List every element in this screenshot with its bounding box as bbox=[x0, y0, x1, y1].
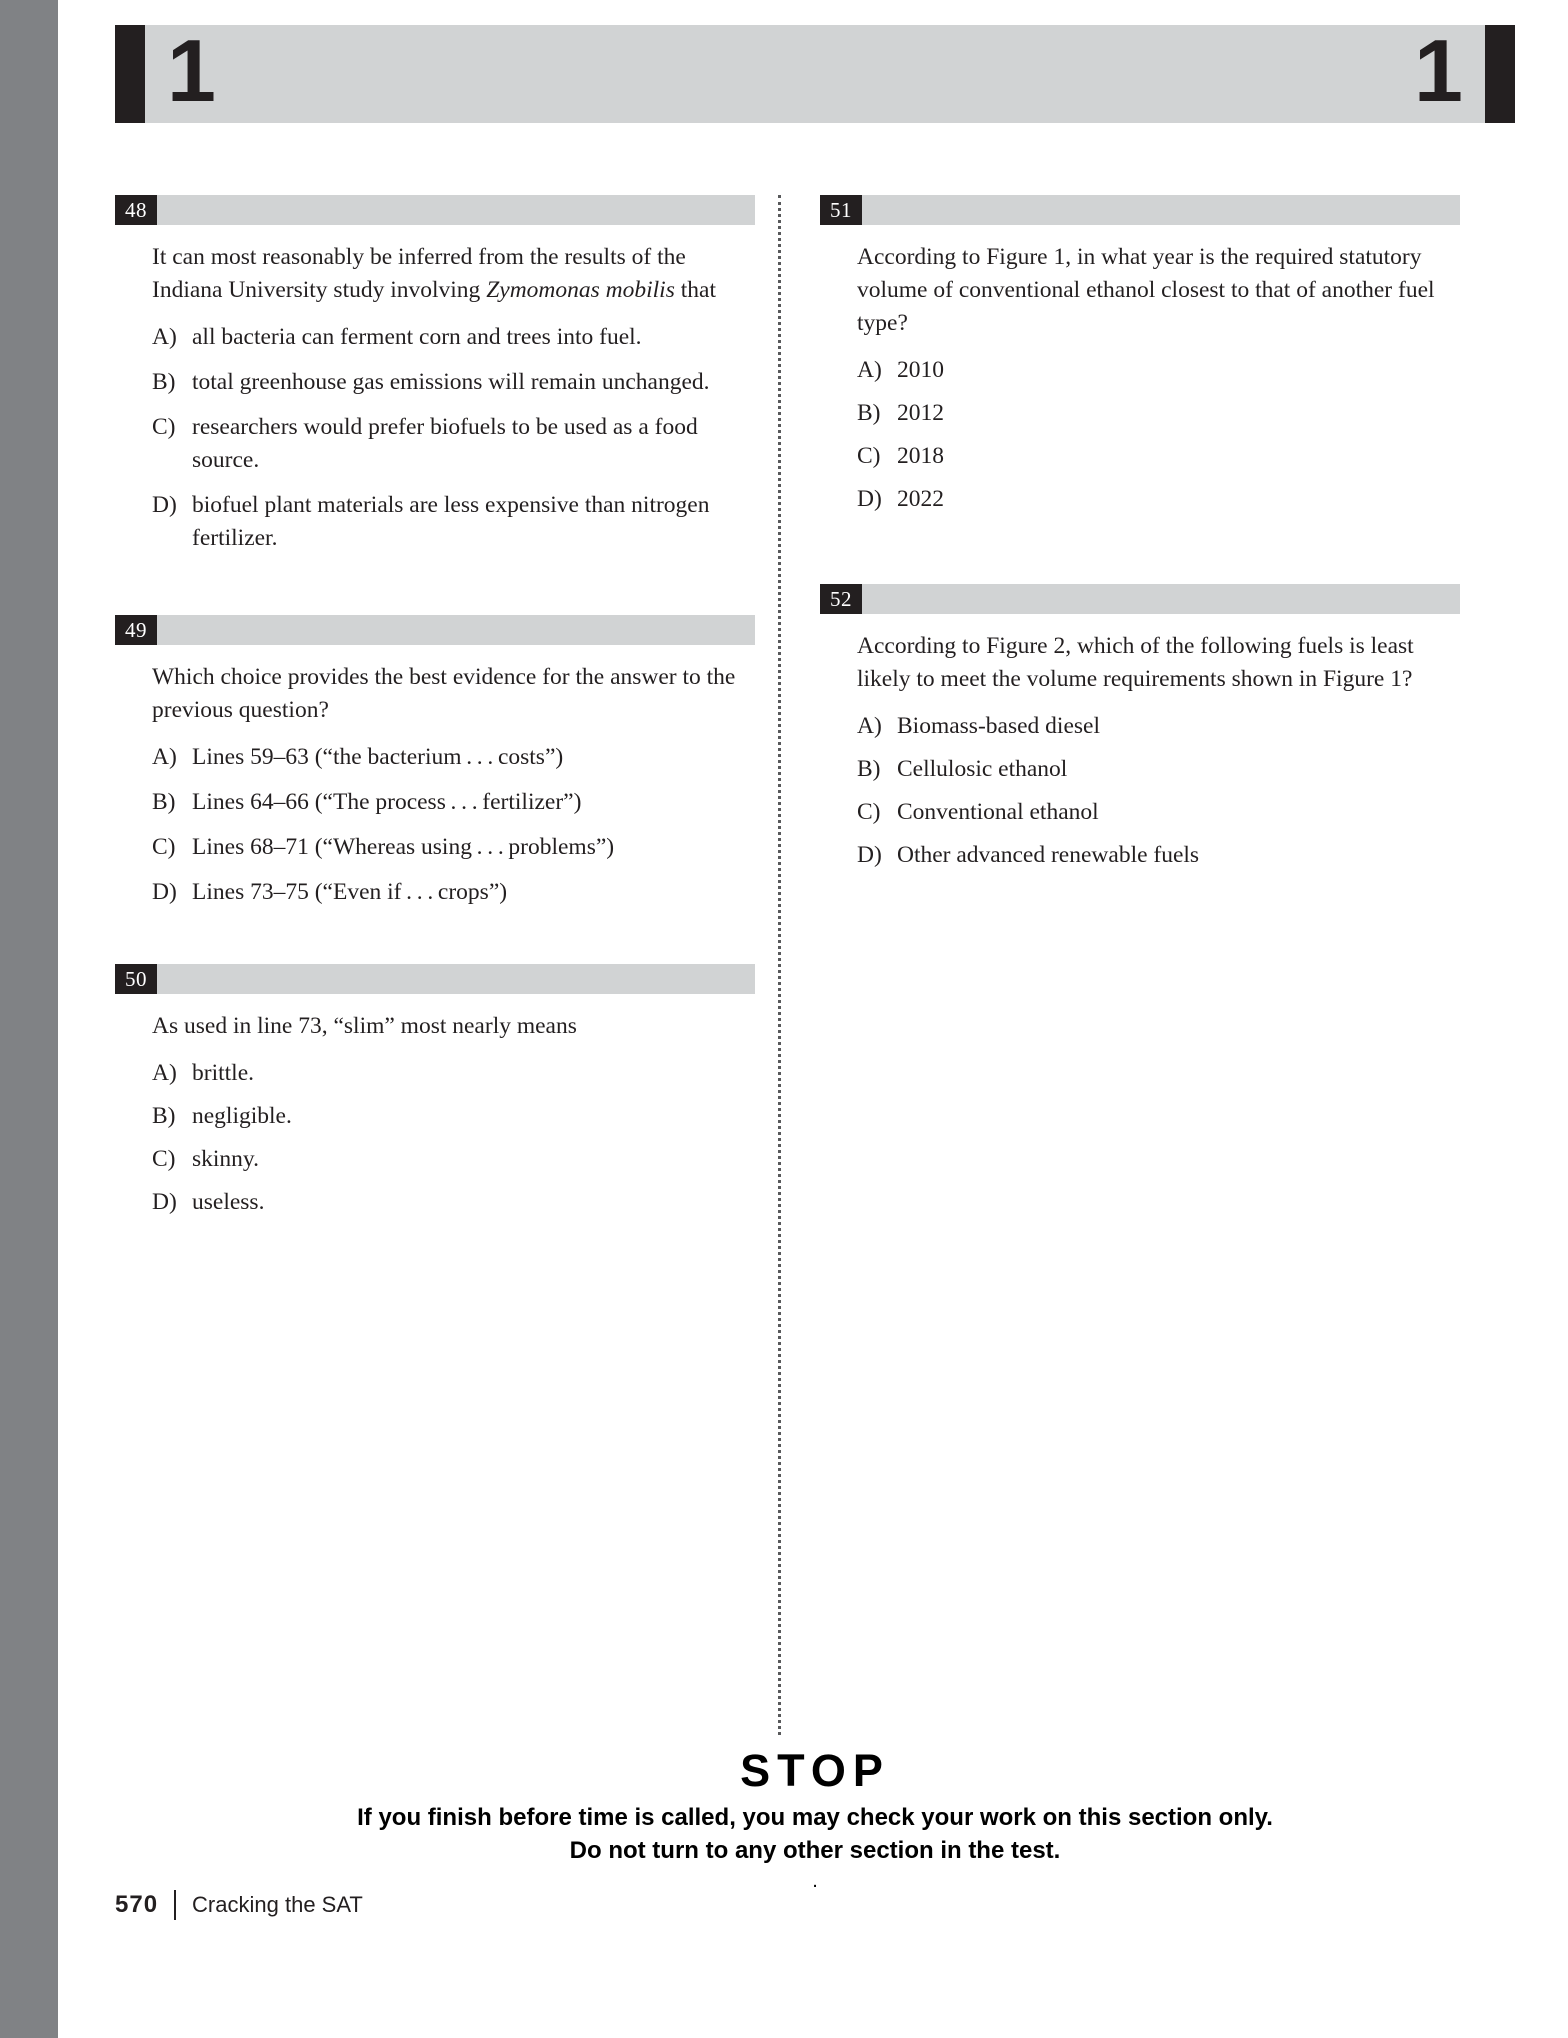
answer-choice-text: Lines 64–66 (“The process . . . fertilizer”) bbox=[192, 789, 582, 815]
question-block-49 bbox=[115, 615, 755, 909]
stop-instruction-line-2: Do not turn to any other section in the test. bbox=[569, 1837, 1061, 1864]
answer-choice-letter: D) bbox=[857, 486, 882, 512]
answer-choice-text: researchers would prefer biofuels to be used as a food source. bbox=[192, 414, 698, 473]
question-bar-fill bbox=[157, 615, 755, 645]
answer-choice-text: Lines 59–63 (“the bacterium . . . costs”) bbox=[192, 744, 564, 770]
answer-choice[interactable] bbox=[152, 366, 755, 399]
question-column-right bbox=[820, 195, 1460, 916]
question-number: 49 bbox=[115, 615, 157, 645]
answer-choice-letter: A) bbox=[152, 744, 177, 770]
answer-choice-text: Biomass-based diesel bbox=[897, 713, 1100, 739]
answer-choice[interactable] bbox=[152, 321, 755, 354]
answer-choice[interactable] bbox=[152, 1057, 755, 1090]
answer-choice-text: brittle. bbox=[192, 1060, 254, 1086]
answer-choice-letter: A) bbox=[857, 713, 882, 739]
left-gutter-bar bbox=[0, 0, 58, 2038]
question-bar-fill bbox=[157, 195, 755, 225]
answer-choice-text: 2022 bbox=[897, 486, 944, 512]
answer-choice-list bbox=[115, 1057, 755, 1219]
question-bar bbox=[820, 584, 1460, 614]
column-divider bbox=[778, 195, 781, 1735]
answer-choice[interactable] bbox=[857, 354, 1460, 387]
question-bar bbox=[820, 195, 1460, 225]
question-number: 48 bbox=[115, 195, 157, 225]
answer-choice-text: Lines 73–75 (“Even if . . . crops”) bbox=[192, 879, 508, 905]
section-number-right: 1 bbox=[1414, 21, 1461, 120]
answer-choice[interactable] bbox=[152, 741, 755, 774]
question-stem: According to Figure 2, which of the following fuels is least likely to meet the volume requirements shown in Figure 1? bbox=[857, 633, 1414, 692]
stop-notice bbox=[115, 1745, 1515, 1893]
answer-choice[interactable] bbox=[857, 397, 1460, 430]
answer-choice-list bbox=[115, 741, 755, 909]
answer-choice-letter: C) bbox=[152, 1146, 176, 1172]
section-number-left: 1 bbox=[167, 21, 214, 120]
question-stem: It can most reasonably be inferred from the results of the Indiana University study involving Zymomonas mobilis that bbox=[152, 244, 716, 303]
answer-choice-text: skinny. bbox=[192, 1146, 260, 1172]
question-block-52 bbox=[820, 584, 1460, 872]
answer-choice-letter: B) bbox=[152, 789, 176, 815]
answer-choice-list bbox=[820, 710, 1460, 872]
answer-choice-letter: B) bbox=[152, 1103, 176, 1129]
answer-choice[interactable] bbox=[152, 411, 755, 477]
question-block-50 bbox=[115, 964, 755, 1219]
answer-choice[interactable] bbox=[857, 440, 1460, 473]
answer-choice-text: useless. bbox=[192, 1189, 265, 1215]
answer-choice[interactable] bbox=[857, 483, 1460, 516]
test-page bbox=[58, 0, 1568, 2038]
stop-trailing-mark: . bbox=[812, 1870, 818, 1892]
answer-choice[interactable] bbox=[152, 876, 755, 909]
question-stem: According to Figure 1, in what year is the required statutory volume of conventional ethanol closest to that of another fuel type? bbox=[857, 244, 1435, 336]
answer-choice-text: 2012 bbox=[897, 400, 944, 426]
question-stem: As used in line 73, “slim” most nearly means bbox=[152, 1013, 577, 1039]
answer-choice-letter: C) bbox=[857, 443, 881, 469]
answer-choice[interactable] bbox=[857, 710, 1460, 743]
question-bar-fill bbox=[157, 964, 755, 994]
answer-choice-letter: C) bbox=[152, 834, 176, 860]
stop-instruction-line-1: If you finish before time is called, you may check your work on this section only. bbox=[357, 1804, 1273, 1831]
answer-choice-letter: C) bbox=[152, 414, 176, 440]
answer-choice-letter: A) bbox=[152, 324, 177, 350]
question-bar bbox=[115, 964, 755, 994]
question-stem-italic-term: Zymomonas mobilis bbox=[486, 277, 675, 303]
answer-choice-text: biofuel plant materials are less expensive than nitrogen fertilizer. bbox=[192, 492, 710, 551]
question-column-left bbox=[115, 195, 755, 1263]
question-stem: Which choice provides the best evidence for the answer to the previous question? bbox=[152, 664, 736, 723]
footer-book-title: Cracking the SAT bbox=[192, 1892, 363, 1917]
answer-choice-text: Cellulosic ethanol bbox=[897, 756, 1068, 782]
answer-choice[interactable] bbox=[152, 1143, 755, 1176]
answer-choice-list bbox=[115, 321, 755, 555]
section-header-body bbox=[145, 21, 1485, 123]
answer-choice-letter: D) bbox=[152, 1189, 177, 1215]
answer-choice-letter: A) bbox=[152, 1060, 177, 1086]
answer-choice[interactable] bbox=[152, 786, 755, 819]
question-bar bbox=[115, 195, 755, 225]
question-block-51 bbox=[820, 195, 1460, 516]
question-bar bbox=[115, 615, 755, 645]
question-bar-fill bbox=[862, 584, 1460, 614]
answer-choice[interactable] bbox=[857, 839, 1460, 872]
answer-choice-text: total greenhouse gas emissions will remain unchanged. bbox=[192, 369, 710, 395]
answer-choice[interactable] bbox=[152, 1100, 755, 1133]
answer-choice-text: Conventional ethanol bbox=[897, 799, 1099, 825]
answer-choice-text: negligible. bbox=[192, 1103, 292, 1129]
answer-choice-letter: D) bbox=[152, 492, 177, 518]
answer-choice-letter: B) bbox=[857, 756, 881, 782]
answer-choice-list bbox=[820, 354, 1460, 516]
answer-choice-letter: A) bbox=[857, 357, 882, 383]
section-header-left-cap bbox=[115, 25, 145, 123]
section-header-band bbox=[115, 21, 1515, 123]
answer-choice-letter: B) bbox=[857, 400, 881, 426]
footer-divider-rule bbox=[174, 1890, 176, 1920]
question-number: 52 bbox=[820, 584, 862, 614]
answer-choice-letter: D) bbox=[857, 842, 882, 868]
answer-choice-text: all bacteria can ferment corn and trees into fuel. bbox=[192, 324, 642, 350]
answer-choice-text: Lines 68–71 (“Whereas using . . . problems”) bbox=[192, 834, 615, 860]
answer-choice[interactable] bbox=[152, 831, 755, 864]
answer-choice-text: 2018 bbox=[897, 443, 944, 469]
answer-choice-letter: B) bbox=[152, 369, 176, 395]
question-block-48 bbox=[115, 195, 755, 555]
answer-choice-text: Other advanced renewable fuels bbox=[897, 842, 1200, 868]
answer-choice[interactable] bbox=[152, 489, 755, 555]
question-number: 50 bbox=[115, 964, 157, 994]
question-bar-fill bbox=[862, 195, 1460, 225]
footer-page-number: 570 bbox=[115, 1891, 159, 1918]
section-header-right-cap bbox=[1485, 25, 1515, 123]
question-number: 51 bbox=[820, 195, 862, 225]
answer-choice[interactable] bbox=[152, 1186, 755, 1219]
answer-choice-text: 2010 bbox=[897, 357, 944, 383]
answer-choice-letter: C) bbox=[857, 799, 881, 825]
stop-word: STOP bbox=[740, 1745, 890, 1796]
answer-choice[interactable] bbox=[857, 796, 1460, 829]
answer-choice-letter: D) bbox=[152, 879, 177, 905]
answer-choice[interactable] bbox=[857, 753, 1460, 786]
page-footer bbox=[115, 1890, 363, 1920]
